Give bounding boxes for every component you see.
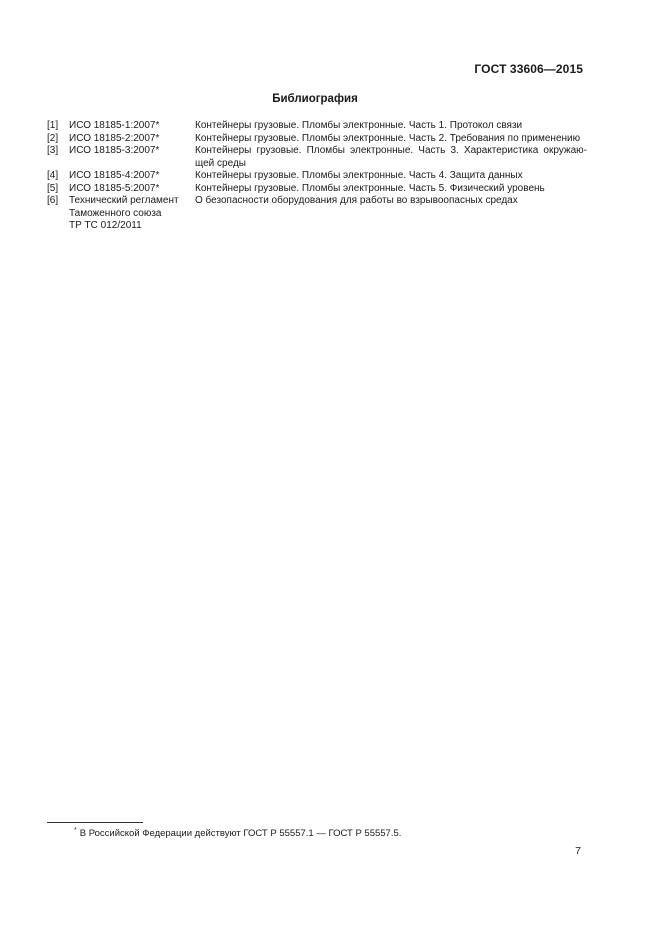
entry-title: Контейнеры грузовые. Пломбы электронные. Часть 2. Требования по применению [195, 132, 581, 144]
bibliography-entry [47, 183, 587, 196]
entry-number: [3] [47, 145, 59, 156]
page-number: 7 [575, 845, 581, 857]
footnote-marker: * [74, 827, 77, 834]
entry-number: [6] [47, 195, 59, 206]
bibliography-list [47, 120, 587, 233]
entry-title: Контейнеры грузовые. Пломбы электронные. Часть 5. Физический уровень [195, 182, 545, 194]
footnote [74, 827, 401, 839]
entry-number: [5] [47, 182, 59, 194]
footnote-text: В Российской Федерации действуют ГОСТ Р 55557.1 — ГОСТ Р 55557.5. [79, 828, 402, 840]
entry-reference: ИСО 18185-2:2007* [69, 132, 160, 144]
entry-title: О безопасности оборудования для работы во взрывоопасных средах [195, 195, 518, 206]
entry-number: [4] [47, 170, 59, 181]
bibliography-entry [47, 195, 587, 233]
entry-reference: ИСО 18185-5:2007* [69, 182, 160, 194]
bibliography-entry [47, 133, 587, 146]
entry-reference: ИСО 18185-3:2007* [69, 145, 160, 156]
bibliography-entry [47, 170, 587, 183]
entry-reference: Технический регламент Таможенного союза ТР ТС 012/2011 [69, 195, 179, 231]
entry-reference: ИСО 18185-4:2007* [69, 170, 160, 181]
document-code: ГОСТ 33606—2015 [474, 62, 583, 76]
entry-title: Контейнеры грузовые. Пломбы электронные. Часть 4. Защита данных [195, 170, 523, 181]
section-title: Библиография [272, 93, 358, 105]
bibliography-entry [47, 120, 587, 133]
entry-reference: ИСО 18185-1:2007* [69, 120, 160, 131]
entry-number: [1] [47, 120, 59, 131]
footnote-divider [47, 822, 143, 823]
entry-number: [2] [47, 132, 59, 144]
bibliography-entry [47, 145, 587, 170]
entry-title: Контейнеры грузовые. Пломбы электронные. Часть 1. Протокол связи [195, 120, 523, 131]
entry-title: Контейнеры грузовые. Пломбы электронные. Часть 3. Характеристика окружаю-щей среды [195, 145, 587, 169]
